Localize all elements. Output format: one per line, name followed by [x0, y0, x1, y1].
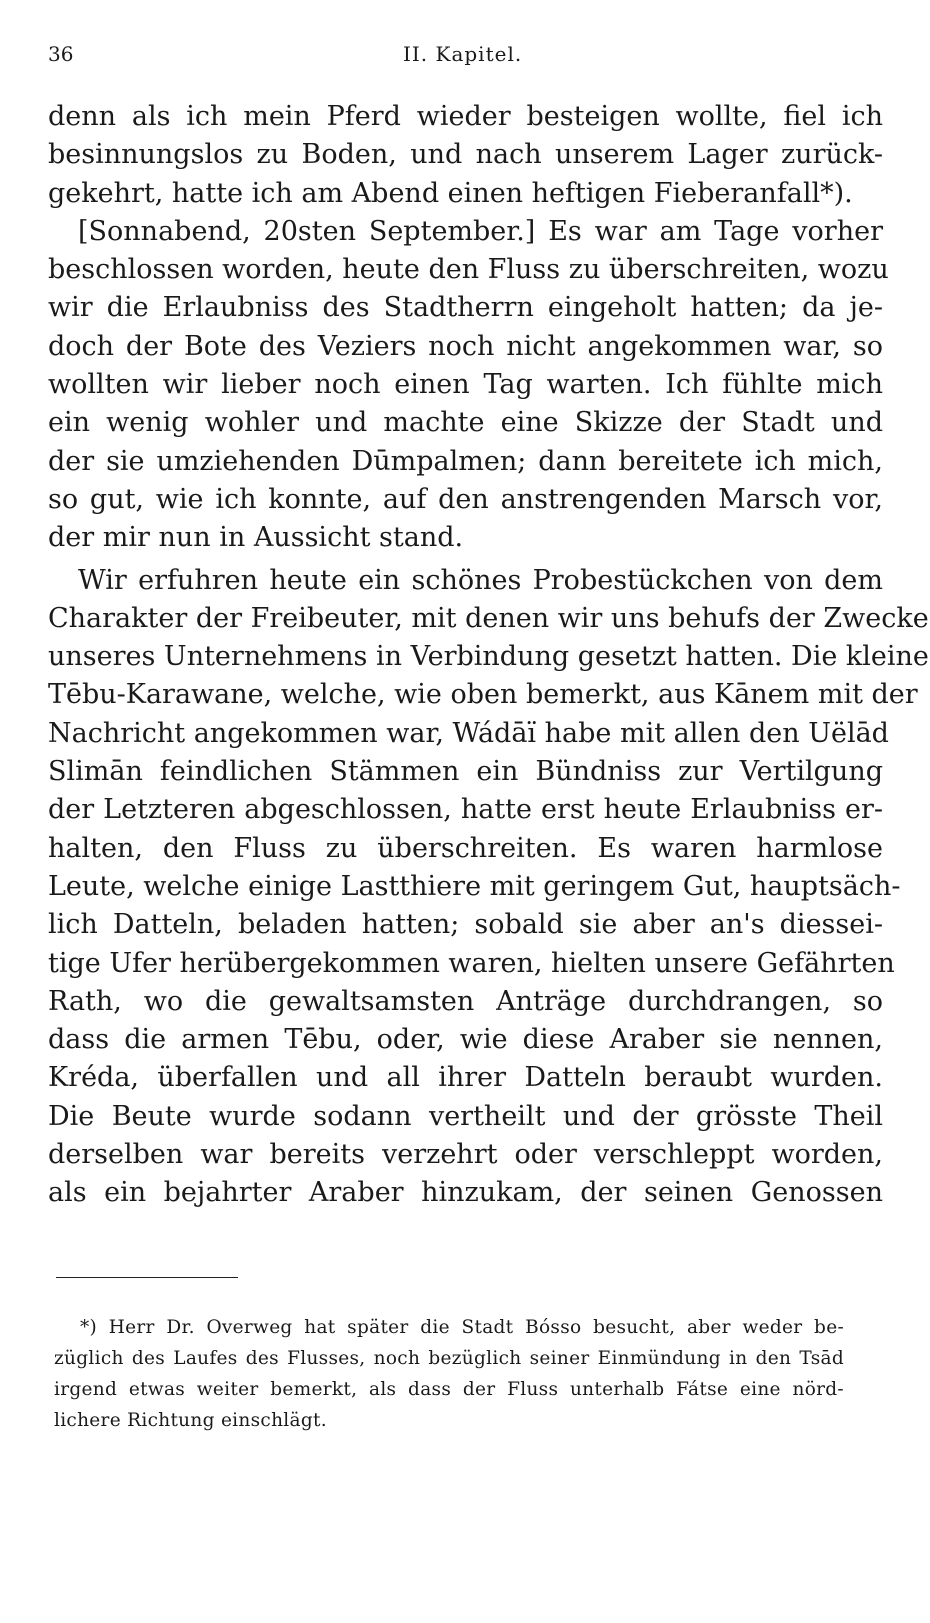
footnote-line: irgend etwas weiter bemerkt, als dass der Fluss unterhalb Fátse eine nörd-	[54, 1379, 844, 1400]
text-line: Slimān feindlichen Stämmen ein Bündniss zur Vertilgung	[48, 756, 883, 788]
text-line: so gut, wie ich konnte, auf den anstrengenden Marsch vor,	[48, 483, 883, 515]
text-line: unseres Unternehmens in Verbindung gesetzt hatten. Die kleine	[48, 641, 929, 673]
text-line: beschlossen worden, heute den Fluss zu überschreiten, wozu	[48, 254, 889, 286]
text-line: [Sonnabend, 20sten September.] Es war am Tage vorher	[78, 215, 883, 247]
text-line: Leute, welche einige Lastthiere mit geringem Gut, hauptsäch-	[48, 870, 901, 902]
text-line: ein wenig wohler und machte eine Skizze der Stadt und	[48, 407, 883, 439]
text-line: halten, den Fluss zu überschreiten. Es waren harmlose	[48, 832, 883, 864]
text-line: Die Beute wurde sodann vertheilt und der grösste Theil	[48, 1100, 883, 1132]
text-line: wir die Erlaubniss des Stadtherrn eingeholt hatten; da je-	[48, 292, 883, 324]
text-line: Wir erfuhren heute ein schönes Probestückchen von dem	[78, 564, 883, 596]
text-line: derselben war bereits verzehrt oder verschleppt worden,	[48, 1139, 883, 1171]
text-line: wollten wir lieber noch einen Tag warten. Ich fühlte mich	[48, 369, 883, 401]
page-header	[48, 42, 883, 72]
text-line: Rath, wo die gewaltsamsten Anträge durchdrangen, so	[48, 985, 883, 1017]
running-head: II. Kapitel.	[403, 42, 523, 66]
footnote-line: *) Herr Dr. Overweg hat später die Stadt Bósso besucht, aber weder be-	[80, 1317, 844, 1338]
text-line: Kréda, überfallen und all ihrer Datteln beraubt wurden.	[48, 1062, 883, 1094]
text-line: Nachricht angekommen war, Wádāï habe mit allen den Uëlād	[48, 717, 889, 749]
text-line: lich Datteln, beladen hatten; sobald sie aber an's diessei-	[48, 909, 883, 941]
footnote-line: züglich des Laufes des Flusses, noch bezüglich seiner Einmündung in den Tsād	[54, 1348, 844, 1369]
text-line: dass die armen Tēbu, oder, wie diese Araber sie nennen,	[48, 1024, 883, 1056]
text-line: gekehrt, hatte ich am Abend einen heftigen Fieberanfall*).	[48, 177, 853, 209]
text-line: Tēbu-Karawane, welche, wie oben bemerkt, aus Kānem mit der	[48, 679, 918, 711]
text-line: besinnungslos zu Boden, und nach unserem Lager zurück-	[48, 139, 883, 171]
text-line: als ein bejahrter Araber hinzukam, der seinen Genossen	[48, 1177, 883, 1209]
text-line: tige Ufer herübergekommen waren, hielten unsere Gefährten	[48, 947, 895, 979]
body-text	[48, 98, 929, 1213]
footnote-line: lichere Richtung einschlägt.	[54, 1410, 327, 1431]
text-line: Charakter der Freibeuter, mit denen wir uns behufs der Zwecke	[48, 602, 929, 634]
text-line: doch der Bote des Veziers noch nicht angekommen war, so	[48, 330, 883, 362]
text-line: der sie umziehenden Dūmpalmen; dann bereitete ich mich,	[48, 445, 883, 477]
footnote	[54, 1312, 844, 1436]
text-line: denn als ich mein Pferd wieder besteigen wollte, fiel ich	[48, 101, 883, 132]
page-number: 36	[48, 42, 74, 66]
footnote-divider	[56, 1277, 238, 1278]
text-line: der Letzteren abgeschlossen, hatte erst heute Erlaubniss er-	[48, 794, 883, 826]
text-line: der mir nun in Aussicht stand.	[48, 522, 464, 554]
